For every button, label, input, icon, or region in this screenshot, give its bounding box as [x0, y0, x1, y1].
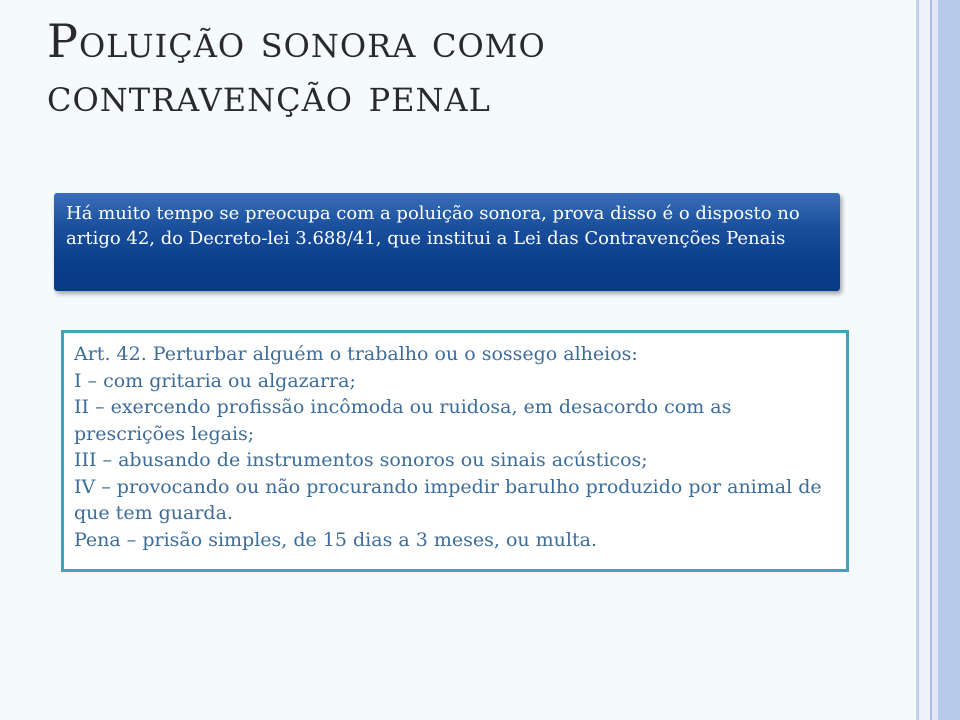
intro-text-box: [54, 193, 840, 291]
article-penalty: Pena – prisão simples, de 15 dias a 3 meses, ou multa.: [74, 528, 598, 551]
article-item-4: IV – provocando ou não procurando impedir barulho produzido por animal de que tem guarda.: [74, 475, 822, 524]
article-quote-box: [61, 330, 849, 572]
slide-title: Poluição sonora como contravenção penal: [47, 14, 546, 122]
stripe-edge: [916, 0, 918, 720]
article-item-2: II – exercendo profissão incômoda ou ruidosa, em desacordo com as prescrições legais;: [74, 396, 732, 445]
article-item-1: I – com gritaria ou algazarra;: [74, 369, 356, 392]
intro-text: Há muito tempo se preocupa com a poluição sonora, prova disso é o disposto no artigo 42, do Decreto-lei 3.688/41, que institui a Lei das Contravenções Penais: [66, 203, 800, 249]
decorative-side-stripes: [916, 0, 960, 720]
article-item-3: III – abusando de instrumentos sonoros ou sinais acústicos;: [74, 449, 648, 471]
article-caput: Art. 42. Perturbar alguém o trabalho ou o sossego alheios:: [74, 343, 638, 365]
